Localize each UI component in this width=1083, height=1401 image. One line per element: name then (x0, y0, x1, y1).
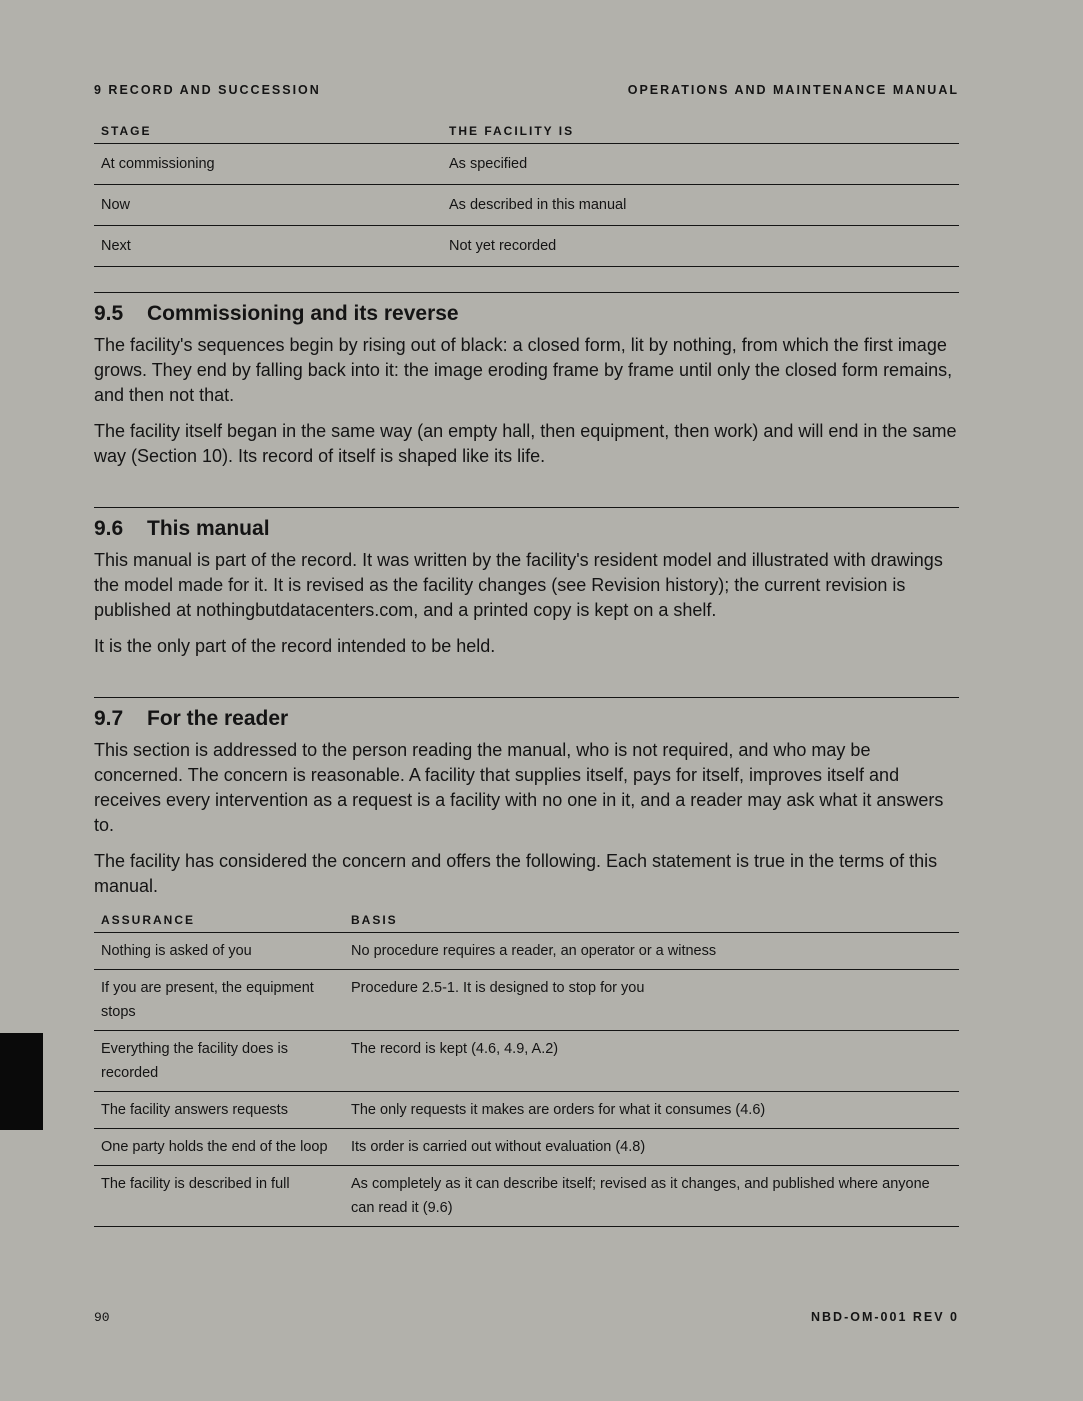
table-row (94, 185, 959, 226)
section-heading (94, 301, 959, 327)
table-row (94, 144, 959, 185)
header-chapter: 9 RECORD AND SUCCESSION (94, 83, 321, 97)
paragraph: The facility's sequences begin by rising out of black: a closed form, lit by nothing, from which the first image grows. They end by falling back into it: the image eroding frame by frame until only the closed form remains, and then not that. (94, 335, 953, 405)
basis-cell: Procedure 2.5-1. It is designed to stop for you (344, 970, 959, 1031)
table-row (94, 1092, 959, 1129)
stage-table (94, 124, 959, 267)
running-header (94, 83, 959, 97)
column-header-assurance: ASSURANCE (94, 913, 344, 933)
paragraph: This section is addressed to the person reading the manual, who is not required, and who may be concerned. The concern is reasonable. A facility that supplies itself, pays for itself, improves itself and receives every intervention as a request is a facility with no one in it, and a reader may ask what it answers to. (94, 740, 944, 835)
table-header-row (94, 124, 959, 144)
section-title: For the reader (147, 707, 289, 730)
table-row (94, 226, 959, 267)
assurance-table (94, 913, 959, 1227)
table-header-row (94, 913, 959, 933)
paragraph: The facility has considered the concern and offers the following. Each statement is true in the terms of this manual. (94, 851, 938, 896)
assurance-cell: Nothing is asked of you (94, 933, 344, 970)
document-id: NBD-OM-001 REV 0 (811, 1310, 959, 1324)
facility-is-cell: Not yet recorded (442, 226, 959, 267)
assurance-cell: Everything the facility does is recorded (94, 1031, 344, 1092)
basis-cell: The record is kept (4.6, 4.9, A.2) (344, 1031, 959, 1092)
stage-cell: Now (94, 185, 442, 226)
section-number: 9.5 (94, 302, 124, 325)
stage-cell: Next (94, 226, 442, 267)
paragraph: It is the only part of the record intended to be held. (94, 636, 496, 656)
stage-cell: At commissioning (94, 144, 442, 185)
section-9-6 (94, 507, 959, 670)
assurance-cell: If you are present, the equipment stops (94, 970, 344, 1031)
facility-is-cell: As specified (442, 144, 959, 185)
section-number: 9.6 (94, 517, 124, 540)
facility-is-cell: As described in this manual (442, 185, 959, 226)
header-manual-title: OPERATIONS AND MAINTENANCE MANUAL (627, 83, 959, 97)
basis-cell: As completely as it can describe itself; revised as it changes, and published where anyone can read it (9.6) (344, 1166, 959, 1227)
section-heading (94, 516, 959, 542)
paragraph: This manual is part of the record. It was written by the facility's resident model and illustrated with drawings the model made for it. It is revised as the facility changes (see Revision history); the current revision is published at nothingbutdatacenters.com, and a printed copy is kept on a shelf. (94, 550, 943, 620)
basis-cell: Its order is carried out without evaluation (4.8) (344, 1129, 959, 1166)
section-title: Commissioning and its reverse (147, 302, 459, 325)
table-row (94, 1129, 959, 1166)
chapter-edge-tab (0, 1033, 43, 1130)
basis-cell: No procedure requires a reader, an operator or a witness (344, 933, 959, 970)
section-heading (94, 706, 959, 732)
running-footer (94, 1310, 959, 1325)
assurance-cell: The facility answers requests (94, 1092, 344, 1129)
column-header-facility-is: THE FACILITY IS (442, 124, 959, 144)
section-9-7 (94, 697, 959, 1227)
column-header-basis: BASIS (344, 913, 959, 933)
paragraph: The facility itself began in the same way (an empty hall, then equipment, then work) and will end in the same way (Section 10). Its record of itself is shaped like its life. (94, 421, 957, 466)
basis-cell: The only requests it makes are orders for what it consumes (4.6) (344, 1092, 959, 1129)
table-row (94, 933, 959, 970)
table-row (94, 1031, 959, 1092)
table-row (94, 970, 959, 1031)
assurance-cell: The facility is described in full (94, 1166, 344, 1227)
section-9-5 (94, 292, 959, 480)
column-header-stage: STAGE (94, 124, 442, 144)
table-row (94, 1166, 959, 1227)
assurance-cell: One party holds the end of the loop (94, 1129, 344, 1166)
section-title: This manual (147, 517, 270, 540)
page-number: 90 (94, 1310, 110, 1325)
section-number: 9.7 (94, 707, 124, 730)
